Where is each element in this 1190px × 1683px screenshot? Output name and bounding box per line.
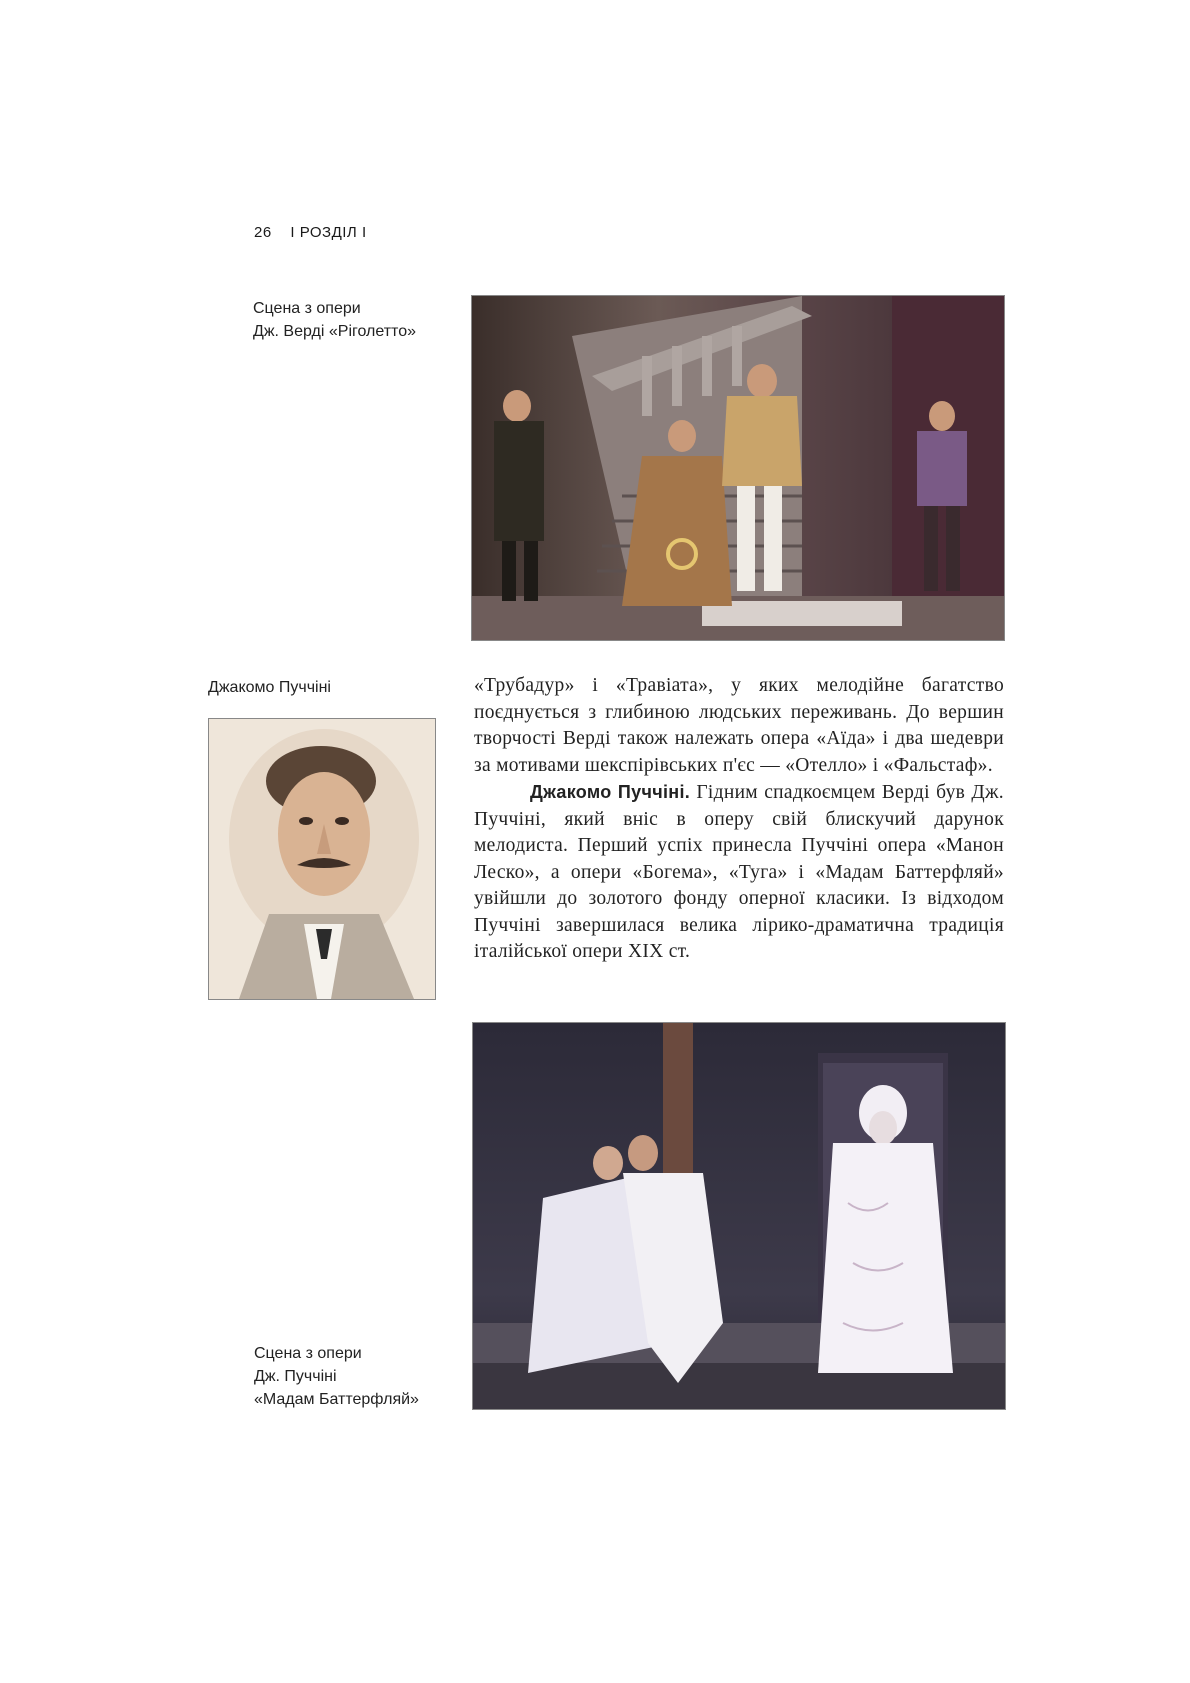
paragraph-puccini [474,779,1004,966]
butterfly-caption-line1: Сцена з опери [254,1345,362,1362]
puccini-heading: Джакомо Пуччіні. [530,782,691,802]
butterfly-scene-photo [472,1022,1006,1410]
paragraph-verdi-works: «Трубадур» і «Травіата», у яких мелодійне багатство поєднується з глибиною людських переживань. До вершин творчості Верді також належать опера «Аїда» і два шедеври за мотивами шекспірівських п'єс — «Отелло» і «Фальстаф». [474,675,1004,776]
butterfly-caption [254,1342,454,1411]
section-title: РОЗДІЛ [299,224,358,241]
puccini-portrait [208,718,436,1000]
rigoletto-caption-line1: Сцена з опери [253,300,361,317]
butterfly-caption-line3: «Мадам Баттерфляй» [254,1391,419,1408]
header-separator-right: I [361,224,367,241]
rigoletto-scene-photo [471,295,1005,641]
header-separator-left: I [290,224,296,241]
main-text [474,673,1004,966]
puccini-portrait-caption: Джакомо Пуччіні [208,679,331,696]
page-header [254,224,367,241]
page-number: 26 [254,224,272,241]
paragraph-puccini-text: Гідним спадкоємцем Верді був Дж. Пуччіні, який вніс в оперу свій блискучий дарунок мелодиста. Перший успіх принесла Пуччіні опера «Манон Леско», а опери «Богема», «Туга» і «Мадам Баттерфляй» увійшли до золотого фонду оперної класики. Із відходом Пуччіні завершилася велика лірико-драматична традиція італійської опери XIX ст. [474,782,1004,962]
rigoletto-caption-line2: Дж. Верді «Ріголетто» [253,323,416,340]
butterfly-caption-line2: Дж. Пуччіні [254,1368,337,1385]
rigoletto-caption [253,297,443,343]
